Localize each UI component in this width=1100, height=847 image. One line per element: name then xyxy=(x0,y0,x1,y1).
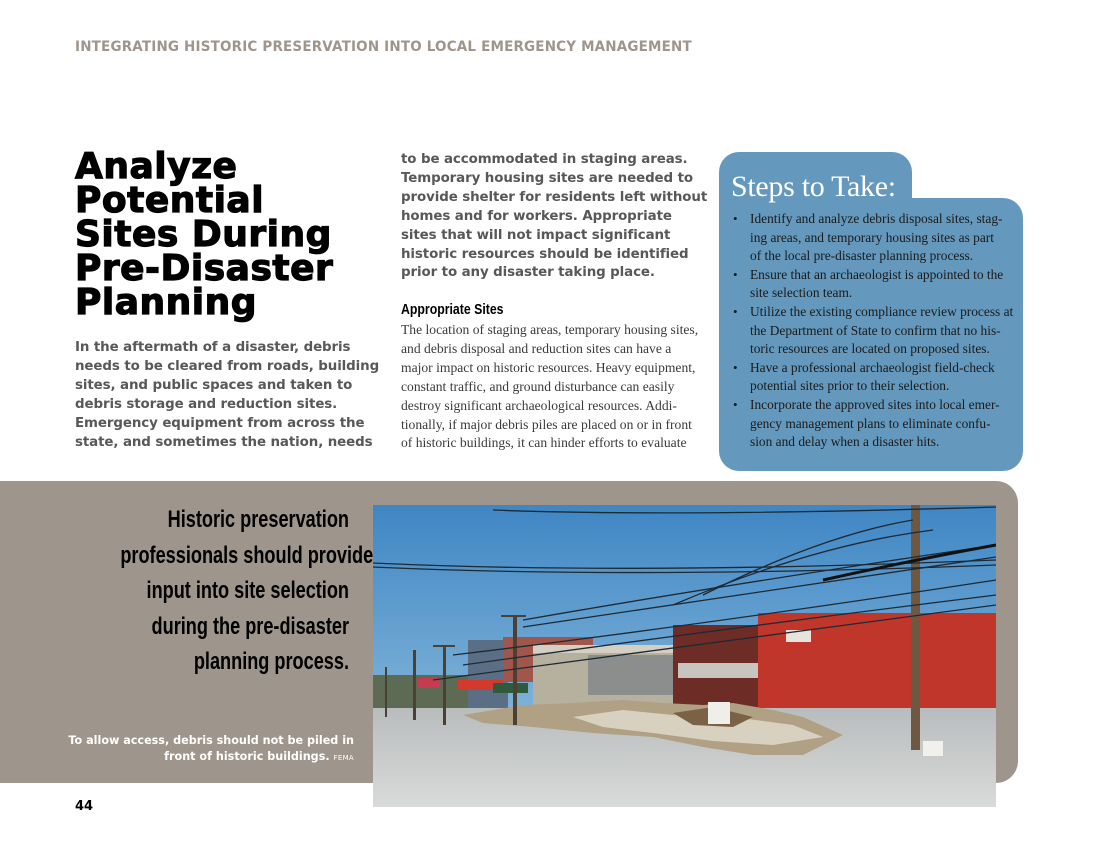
utility-pole-main xyxy=(911,505,920,750)
lead-line: needs to be cleared from roads, building xyxy=(75,358,380,374)
steps-title: Steps to Take: xyxy=(731,170,896,203)
body-paragraph xyxy=(401,321,701,453)
red-building xyxy=(758,613,996,723)
title-line: Potential xyxy=(75,180,265,221)
photo-illustration xyxy=(373,505,996,807)
body-line: major impact on historic resources. Heavy equipment, xyxy=(401,359,696,375)
step-line: Have a professional archaeologist field-check xyxy=(750,359,995,375)
utility-pole xyxy=(413,650,416,720)
step-item xyxy=(733,266,1018,303)
green-awning xyxy=(493,683,528,693)
pull-quote xyxy=(40,502,374,680)
body-line: constant traffic, and ground disturbance can easily xyxy=(401,378,675,394)
step-line: Utilize the existing compliance review process at xyxy=(750,303,1014,319)
debris-street-photo xyxy=(373,505,996,807)
bullet-icon: • xyxy=(733,359,738,375)
caption-line-with-credit xyxy=(40,749,354,767)
white-appliance xyxy=(708,702,730,724)
step-line: gency management plans to eliminate confu- xyxy=(750,415,991,431)
lead-line: debris storage and reduction sites. xyxy=(75,396,338,412)
storefront-awning xyxy=(678,663,758,678)
lead-line: sites that will not impact significant xyxy=(401,227,671,243)
photo-caption xyxy=(40,733,354,766)
step-line: the Department of State to confirm that no his- xyxy=(750,322,1001,338)
lead-line: homes and for workers. Appropriate xyxy=(401,208,672,224)
caption-line: front of historic buildings. xyxy=(164,749,330,763)
bullet-icon: • xyxy=(733,303,738,319)
body-line: destroy significant archaeological resources. Addi- xyxy=(401,397,677,413)
lead-paragraph-continued xyxy=(401,151,706,283)
running-head: INTEGRATING HISTORIC PRESERVATION INTO LOCAL EMERGENCY MANAGEMENT xyxy=(75,39,692,55)
lead-line: Temporary housing sites are needed to xyxy=(401,170,693,186)
lead-line: historic resources should be identified xyxy=(401,246,689,262)
section-subhead: Appropriate Sites xyxy=(401,301,504,318)
step-line: ing areas, and temporary housing sites as part xyxy=(750,229,994,245)
lead-line: provide shelter for residents left without xyxy=(401,189,708,205)
title-line: Pre-Disaster xyxy=(75,248,334,289)
lead-line: In the aftermath of a disaster, debris xyxy=(75,340,351,355)
title-line: Sites During xyxy=(75,214,332,255)
utility-pole xyxy=(513,615,517,725)
step-item xyxy=(733,359,1018,396)
photo-credit: FEMA xyxy=(333,753,354,762)
step-line: potential sites prior to their selection. xyxy=(750,378,950,394)
bullet-icon: • xyxy=(733,211,738,226)
utility-pole xyxy=(385,667,387,717)
page-title xyxy=(75,146,385,323)
bucket xyxy=(923,741,943,756)
utility-pole xyxy=(433,645,455,647)
step-line: toric resources are located on proposed sites. xyxy=(750,341,990,357)
page-number: 44 xyxy=(75,799,94,814)
pull-quote-line: during the pre-disaster xyxy=(151,612,349,640)
lead-line: to be accommodated in staging areas. xyxy=(401,152,688,167)
body-line: and debris disposal and reduction sites can have a xyxy=(401,340,672,356)
lead-line: state, and sometimes the nation, needs xyxy=(75,434,373,450)
body-line: of historic buildings, it can hinder efforts to evaluate xyxy=(401,435,687,451)
body-line: The location of staging areas, temporary housing sites, xyxy=(401,322,699,337)
lead-line: prior to any disaster taking place. xyxy=(401,265,655,281)
utility-pole xyxy=(501,615,526,617)
storefront-dark xyxy=(588,655,683,695)
pull-quote-line: professionals should provide xyxy=(120,541,374,569)
title-line: Analyze xyxy=(75,146,238,187)
title-line: Planning xyxy=(75,282,258,323)
step-line: sion and delay when a disaster hits. xyxy=(750,434,940,450)
step-item xyxy=(733,396,1018,452)
steps-list xyxy=(733,210,1018,452)
step-line: Ensure that an archaeologist is appointed to the xyxy=(750,266,1004,282)
step-line: Incorporate the approved sites into local emer- xyxy=(750,396,1000,412)
utility-pole xyxy=(443,645,446,725)
step-item xyxy=(733,303,1018,359)
lead-paragraph-left xyxy=(75,339,380,452)
caption-line: To allow access, debris should not be piled in xyxy=(68,734,354,747)
lead-line: Emergency equipment from across the xyxy=(75,415,365,431)
pull-quote-line: Historic preservation xyxy=(167,506,349,533)
step-line: of the local pre-disaster planning process. xyxy=(750,248,974,264)
step-line: site selection team. xyxy=(750,285,853,301)
bullet-icon: • xyxy=(733,396,738,412)
body-line: tionally, if major debris piles are placed on or in front xyxy=(401,416,692,432)
bullet-icon: • xyxy=(733,266,738,282)
step-item xyxy=(733,210,1018,266)
step-line: Identify and analyze debris disposal sites, stag- xyxy=(750,211,1003,226)
pull-quote-line: planning process. xyxy=(193,648,349,675)
pull-quote-line: input into site selection xyxy=(146,577,349,604)
lead-line: sites, and public spaces and taken to xyxy=(75,377,353,393)
